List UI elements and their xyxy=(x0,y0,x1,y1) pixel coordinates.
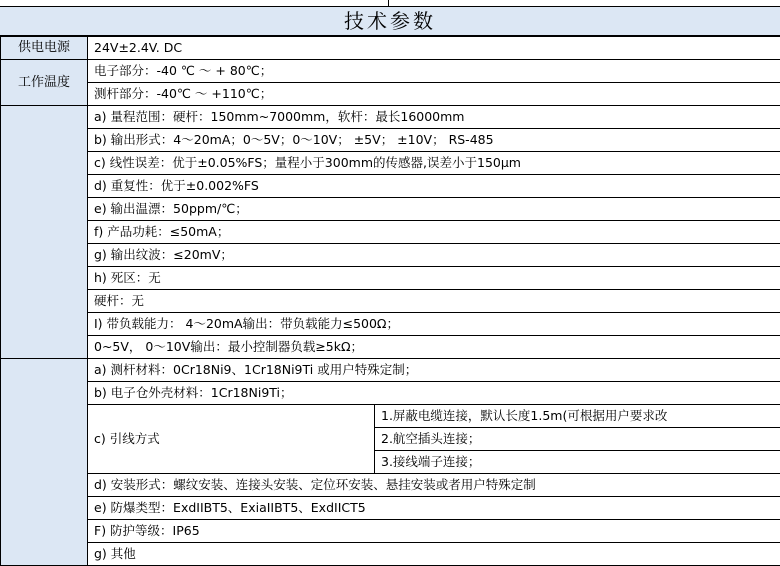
power-label: 供电电源 xyxy=(1,37,88,60)
table-row xyxy=(1,106,780,129)
other-item: g) 其他 xyxy=(88,543,780,566)
table-row xyxy=(1,60,780,83)
table-row xyxy=(1,497,780,520)
performance-item: f) 产品功耗：≤50mA； xyxy=(88,221,780,244)
table-row xyxy=(1,313,780,336)
table-row xyxy=(1,83,780,106)
performance-item: g) 输出纹波：≤20mV； xyxy=(88,244,780,267)
spec-table xyxy=(0,36,780,566)
table-row xyxy=(1,129,780,152)
table-row xyxy=(1,221,780,244)
table-row xyxy=(1,267,780,290)
table-row xyxy=(1,382,780,405)
table-row xyxy=(1,520,780,543)
rod-material: a) 测杆材料：0Cr18Ni9、1Cr18Ni9Ti 或用户特殊定制； xyxy=(88,359,780,382)
temperature-electronics: 电子部分：-40 ℃ ～ + 80℃； xyxy=(88,60,780,83)
mechanical-label-cell xyxy=(1,359,88,566)
explosion-type: e) 防爆类型：ExdIIBT5、ExiaIIBT5、ExdIICT5 xyxy=(88,497,780,520)
performance-item: h) 死区：无 xyxy=(88,267,780,290)
table-row xyxy=(1,37,780,60)
performance-item: d) 重复性：优于±0.002%FS xyxy=(88,175,780,198)
table-row xyxy=(1,543,780,566)
performance-item: a) 量程范围：硬杆：150mm~7000mm，软杆：最长16000mm xyxy=(88,106,780,129)
power-value: 24V±2.4V. DC xyxy=(88,37,780,60)
performance-item: c) 线性误差：优于±0.05%FS；量程小于300mm的传感器,误差小于150μm xyxy=(88,152,780,175)
performance-item: 0~5V， 0～10V输出：最小控制器负载≥5kΩ； xyxy=(88,336,780,359)
top-border-strip xyxy=(0,0,780,7)
table-row xyxy=(1,359,780,382)
table-row xyxy=(1,290,780,313)
top-border-tick xyxy=(388,0,389,7)
install-form: d) 安装形式：螺纹安装、连接头安装、定位环安装、悬挂安装或者用户特殊定制 xyxy=(88,474,780,497)
lead-option: 3.接线端子连接； xyxy=(375,451,780,474)
table-title: 技术参数 xyxy=(0,7,780,36)
table-row xyxy=(1,198,780,221)
table-row xyxy=(1,405,780,428)
performance-item: I) 带负载能力： 4～20mA输出：带负载能力≤500Ω； xyxy=(88,313,780,336)
lead-option: 1.屏蔽电缆连接，默认长度1.5m(可根据用户要求改 xyxy=(375,405,780,428)
performance-item: e) 输出温漂：50ppm/℃； xyxy=(88,198,780,221)
lead-method-label: c) 引线方式 xyxy=(88,405,375,474)
temperature-label: 工作温度 xyxy=(1,60,88,106)
shell-material: b) 电子仓外壳材料：1Cr18Ni9Ti； xyxy=(88,382,780,405)
temperature-rod: 测杆部分：-40℃ ～ +110℃； xyxy=(88,83,780,106)
lead-option: 2.航空插头连接； xyxy=(375,428,780,451)
protection-grade: F) 防护等级：IP65 xyxy=(88,520,780,543)
performance-item: 硬杆：无 xyxy=(88,290,780,313)
table-row xyxy=(1,474,780,497)
table-row xyxy=(1,336,780,359)
table-row xyxy=(1,175,780,198)
table-row xyxy=(1,244,780,267)
performance-label-cell xyxy=(1,106,88,359)
performance-item: b) 输出形式：4～20mA；0～5V；0～10V； ±5V； ±10V； RS-485 xyxy=(88,129,780,152)
table-row xyxy=(1,152,780,175)
